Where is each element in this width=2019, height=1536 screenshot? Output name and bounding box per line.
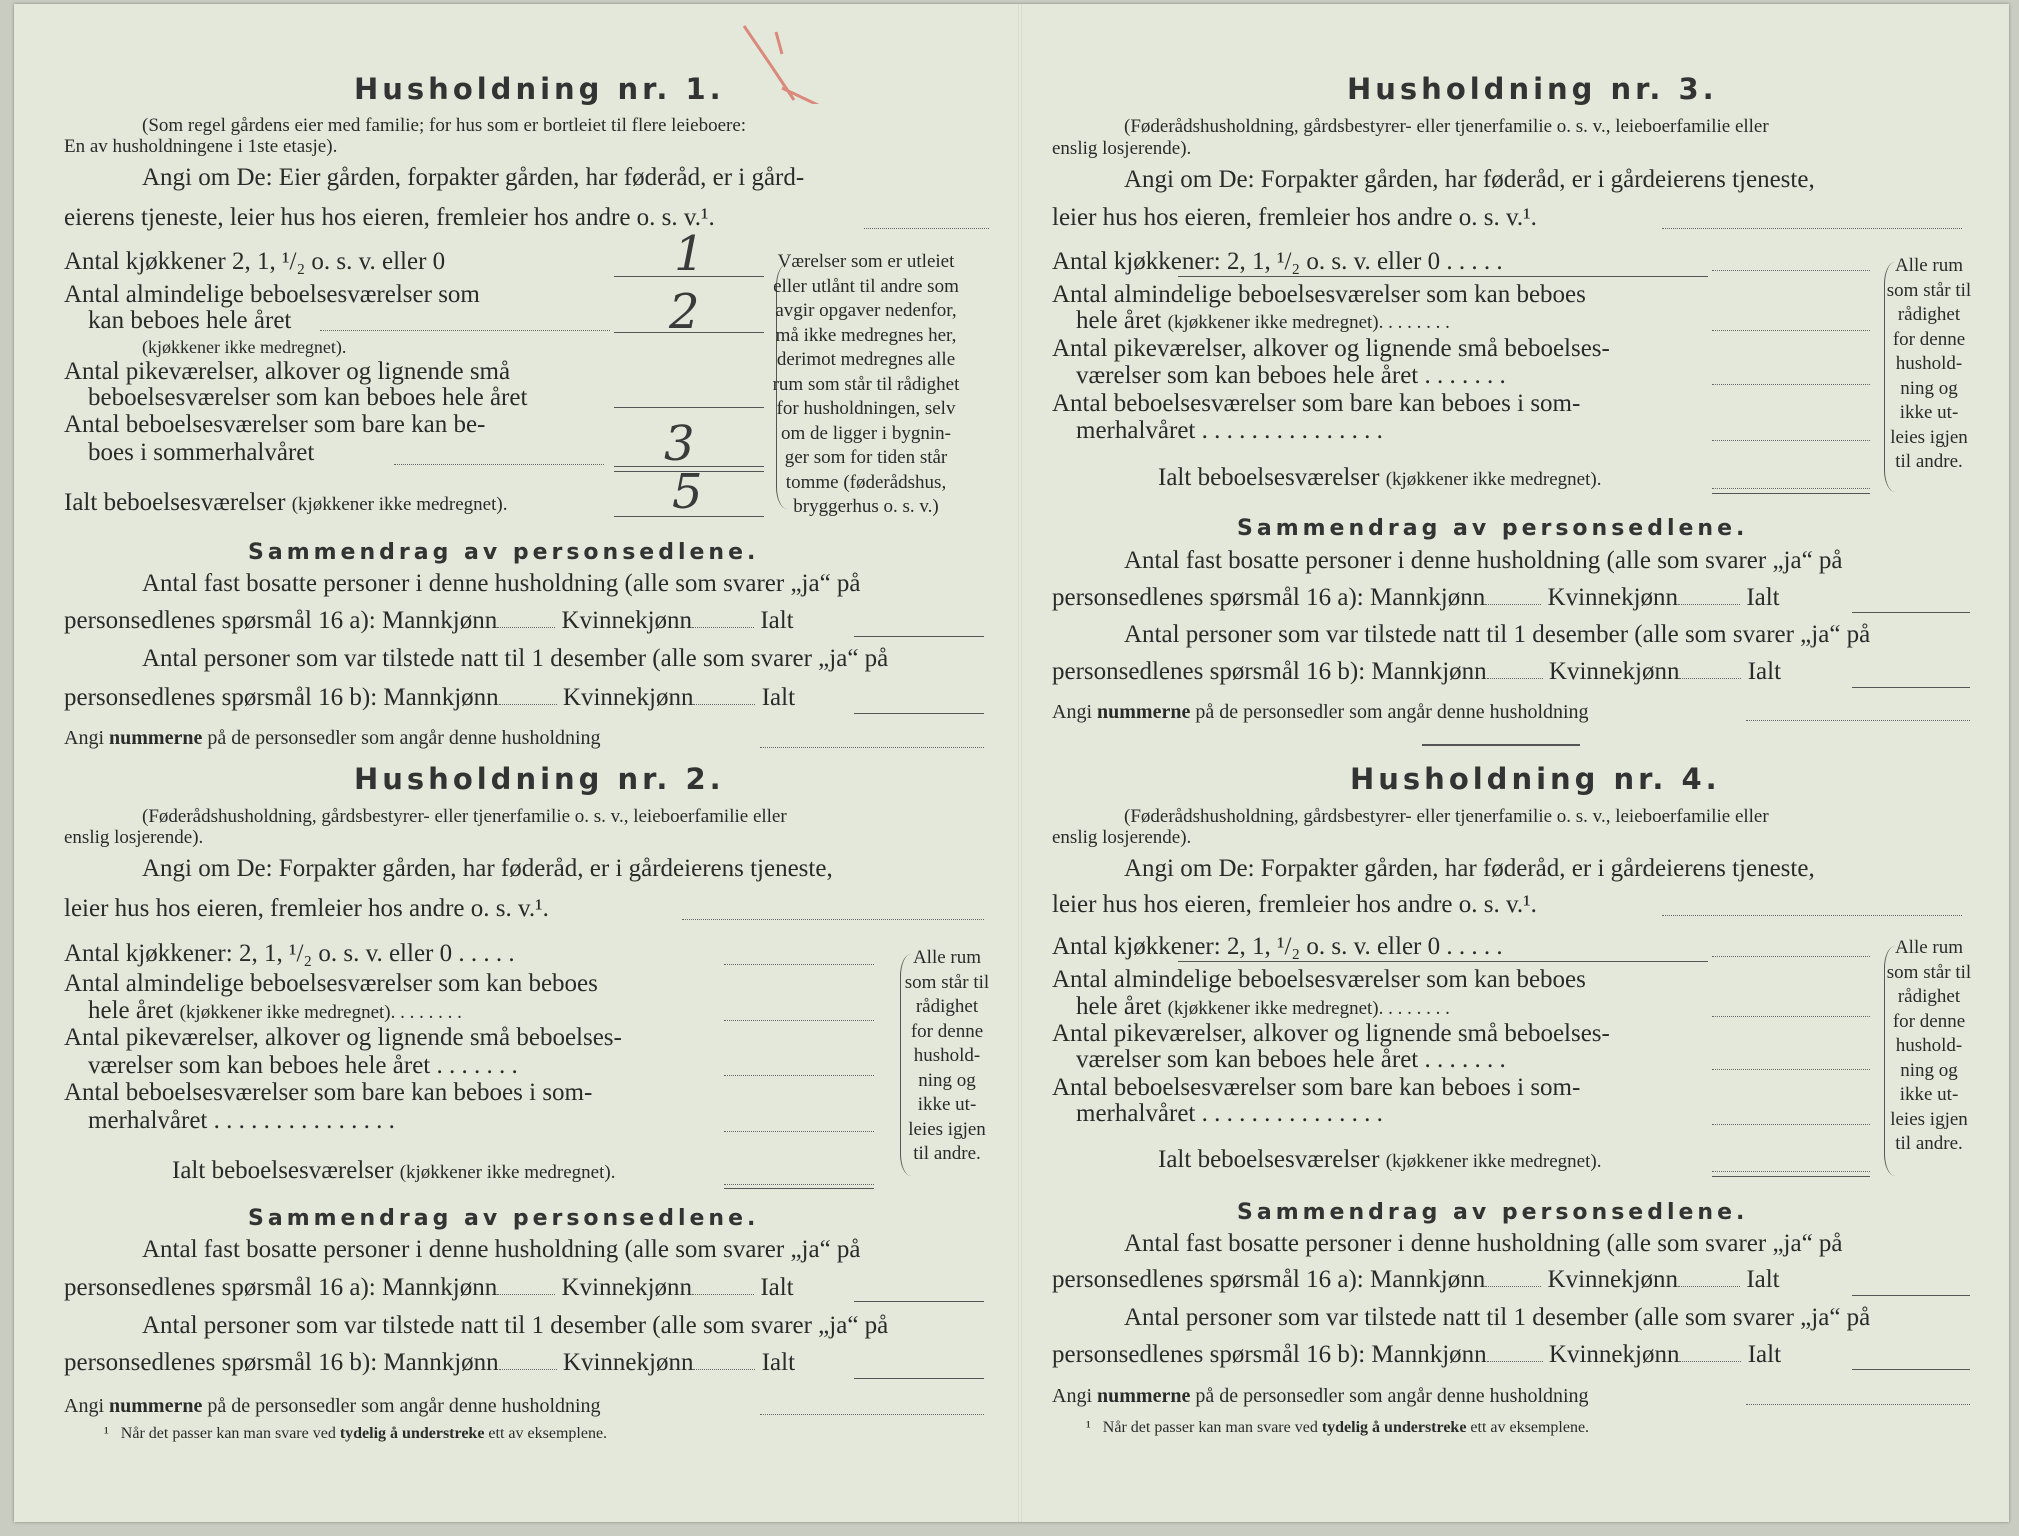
h4-maid-rooms-label-1: Antal pikeværelser, alkover og lignende små beboelses- [1052, 1020, 1610, 1047]
h1-summary-line4: personsedlenes spørsmål 16 b): Mannkjønn Kvinnekjønn Ialt [64, 684, 796, 711]
h1-kitchens-value[interactable]: 1 [674, 226, 705, 282]
h1-maid-rooms-label-2: beboelsesværelser som kan beboes hele året [88, 384, 528, 411]
household-3-title: Husholdning nr. 3. [1347, 72, 1718, 106]
h2-side-note: Alle rum som står til rådighet for denne hushold- ning og ikke ut- leies igjen til andre. [904, 947, 990, 1164]
h1-rooms-label-3: (kjøkkener ikke medregnet). [142, 337, 347, 357]
household-4-title: Husholdning nr. 4. [1350, 762, 1721, 796]
household-3-angi-line1: Angi om De: Forpakter gården, har føderåd, er i gårdeierens tjeneste, [1124, 166, 1815, 193]
h1-summer-rooms-label-1: Antal beboelsesværelser som bare kan be- [64, 411, 486, 438]
household-4-subtitle-line1: (Føderådshusholdning, gårdsbestyrer- eller tjenerfamilie o. s. v., leieboerfamilie eller [1124, 806, 1769, 827]
household-2-subtitle-line1: (Føderådshusholdning, gårdsbestyrer- eller tjenerfamilie o. s. v., leieboerfamilie eller [142, 806, 787, 827]
h2-summary-line3: Antal personer som var tilstede natt til 1 desember (alle som svarer „ja“ på [142, 1312, 889, 1339]
h4-summary-line3: Antal personer som var tilstede natt til 1 desember (alle som svarer „ja“ på [1124, 1304, 1871, 1331]
h2-maid-rooms-label-2: værelser som kan beboes hele året . . . . . . . [88, 1052, 518, 1079]
h4-summer-rooms-label-2: merhalvåret . . . . . . . . . . . . . . . [1076, 1100, 1383, 1127]
household-3-subtitle-line2: enslig losjerende). [1052, 138, 1192, 159]
h3-kitchens-label: Antal kjøkkener: 2, 1, ¹/₂ o. s. v. eller 0 . . . . . [1052, 248, 1503, 275]
h2-summary-line4: personsedlenes spørsmål 16 b): Mannkjønn Kvinnekjønn Ialt [64, 1349, 796, 1376]
census-form-sheet [14, 4, 2009, 1522]
h1-kitchens-label: Antal kjøkkener 2, 1, ¹/₂ o. s. v. eller 0 [64, 248, 446, 275]
h2-summary-line1: Antal fast bosatte personer i denne husholdning (alle som svarer „ja“ på [142, 1236, 861, 1263]
h4-summary-line1: Antal fast bosatte personer i denne husholdning (alle som svarer „ja“ på [1124, 1230, 1843, 1257]
household-4-angi-line2: leier hus hos eieren, fremleier hos andre o. s. v.¹. [1052, 891, 1537, 918]
red-check-mark [742, 24, 822, 104]
h3-summary-line3: Antal personer som var tilstede natt til 1 desember (alle som svarer „ja“ på [1124, 621, 1871, 648]
h2-kitchens-label: Antal kjøkkener: 2, 1, ¹/₂ o. s. v. eller 0 . . . . . [64, 940, 515, 967]
h1-maid-rooms-label-1: Antal pikeværelser, alkover og lignende små [64, 358, 511, 385]
h3-rooms-label-2: hele året (kjøkkener ikke medregnet). . . . . . . . [1076, 307, 1450, 334]
h1-summary-title: Sammendrag av personsedlene. [248, 540, 760, 565]
h1-rooms-value[interactable]: 2 [669, 284, 700, 340]
h2-summer-rooms-label-2: merhalvåret . . . . . . . . . . . . . . . [88, 1107, 395, 1134]
household-1-angi-line1: Angi om De: Eier gården, forpakter gården, har føderåd, er i gård- [142, 164, 805, 191]
household-1-angi-line2: eierens tjeneste, leier hus hos eieren, fremleier hos andre o. s. v.¹. [64, 204, 715, 231]
household-4-subtitle-line2: enslig losjerende). [1052, 827, 1192, 848]
h1-rooms-label-1: Antal almindelige beboelsesværelser som [64, 281, 480, 308]
h3-summary-line1: Antal fast bosatte personer i denne husholdning (alle som svarer „ja“ på [1124, 547, 1843, 574]
h1-numbers-line: Angi nummerne på de personsedler som angår denne husholdning [64, 727, 601, 749]
h2-summary-title: Sammendrag av personsedlene. [248, 1206, 760, 1231]
household-4-angi-line1: Angi om De: Forpakter gården, har føderåd, er i gårdeierens tjeneste, [1124, 855, 1815, 882]
h1-total-label: Ialt beboelsesværelser [64, 489, 286, 516]
h3-total-rooms: Ialt beboelsesværelser (kjøkkener ikke medregnet). [1158, 464, 1602, 491]
household-2-angi-line1: Angi om De: Forpakter gården, har føderåd, er i gårdeierens tjeneste, [142, 855, 833, 882]
h1-side-note: Værelser som er utleiet eller utlånt til andre som avgir opgaver nedenfor, må ikke medregnes her, derimot medregnes alle rum som står til rådighet for husholdningen, selv om de ligger i bygnin- ger som for tiden står tomme (føderådshus, bryggerhus o. s. v.) [772, 251, 960, 517]
h1-summer-rooms-label-2: boes i sommerhalvåret [88, 439, 315, 466]
household-3-subtitle-line1: (Føderådshusholdning, gårdsbestyrer- eller tjenerfamilie o. s. v., leieboerfamilie eller [1124, 116, 1769, 137]
footnote-right: ¹ Når det passer kan man svare ved tydelig å understreke ett av eksemplene. [1086, 1419, 1590, 1436]
section-divider [1422, 744, 1580, 746]
h4-total-rooms: Ialt beboelsesværelser (kjøkkener ikke medregnet). [1158, 1146, 1602, 1173]
h1-summary-line2: personsedlenes spørsmål 16 a): Mannkjønn Kvinnekjønn Ialt [64, 607, 794, 634]
h3-numbers-line: Angi nummerne på de personsedler som angår denne husholdning [1052, 701, 1589, 723]
h4-rooms-label-1: Antal almindelige beboelsesværelser som kan beboes [1052, 966, 1586, 993]
household-2-angi-line2: leier hus hos eieren, fremleier hos andre o. s. v.¹. [64, 895, 549, 922]
h4-summary-line4: personsedlenes spørsmål 16 b): Mannkjønn Kvinnekjønn Ialt [1052, 1341, 1782, 1368]
h2-numbers-line: Angi nummerne på de personsedler som angår denne husholdning [64, 1395, 601, 1417]
h3-maid-rooms-label-2: værelser som kan beboes hele året . . . . . . . [1076, 362, 1506, 389]
h4-kitchens-label: Antal kjøkkener: 2, 1, ¹/₂ o. s. v. eller 0 . . . . . [1052, 933, 1503, 960]
h2-rooms-label-2: hele året (kjøkkener ikke medregnet). . . . . . . . [88, 997, 462, 1024]
household-2-title: Husholdning nr. 2. [354, 762, 725, 796]
household-2-subtitle-line2: enslig losjerende). [64, 827, 204, 848]
h2-summer-rooms-label-1: Antal beboelsesværelser som bare kan beboes i som- [64, 1079, 593, 1106]
household-1-subtitle-line1: (Som regel gårdens eier med familie; for hus som er bortleiet til flere leieboere: [142, 115, 747, 136]
h4-summer-rooms-label-1: Antal beboelsesværelser som bare kan beboes i som- [1052, 1074, 1581, 1101]
h3-summary-line4: personsedlenes spørsmål 16 b): Mannkjønn Kvinnekjønn Ialt [1052, 658, 1782, 685]
h4-summary-title: Sammendrag av personsedlene. [1237, 1200, 1749, 1225]
h3-maid-rooms-label-1: Antal pikeværelser, alkover og lignende små beboelses- [1052, 335, 1610, 362]
h1-total-note: (kjøkkener ikke medregnet). [291, 494, 508, 515]
h4-numbers-line: Angi nummerne på de personsedler som angår denne husholdning [1052, 1385, 1589, 1407]
h1-total-value[interactable]: 5 [672, 464, 703, 520]
page-fold [1018, 4, 1022, 1522]
h2-total-rooms: Ialt beboelsesværelser (kjøkkener ikke medregnet). [172, 1157, 616, 1184]
h4-summary-line2: personsedlenes spørsmål 16 a): Mannkjønn Kvinnekjønn Ialt [1052, 1266, 1780, 1293]
h1-total-rooms [64, 489, 507, 517]
h2-rooms-label-1: Antal almindelige beboelsesværelser som kan beboes [64, 970, 598, 997]
h3-summer-rooms-label-2: merhalvåret . . . . . . . . . . . . . . . [1076, 417, 1383, 444]
h2-summary-line2: personsedlenes spørsmål 16 a): Mannkjønn Kvinnekjønn Ialt [64, 1274, 794, 1301]
household-1-subtitle-line2: En av husholdningene i 1ste etasje). [64, 136, 338, 157]
h4-maid-rooms-label-2: værelser som kan beboes hele året . . . . . . . [1076, 1046, 1506, 1073]
h3-side-note: Alle rum som står til rådighet for denne hushold- ning og ikke ut- leies igjen til andre. [1886, 255, 1972, 472]
footnote-left: ¹ Når det passer kan man svare ved tydelig å understreke ett av eksemplene. [104, 1425, 608, 1442]
h4-side-note: Alle rum som står til rådighet for denne hushold- ning og ikke ut- leies igjen til andre. [1886, 937, 1972, 1154]
h1-summary-line1: Antal fast bosatte personer i denne husholdning (alle som svarer „ja“ på [142, 570, 861, 597]
h3-summer-rooms-label-1: Antal beboelsesværelser som bare kan beboes i som- [1052, 390, 1581, 417]
household-1-title: Husholdning nr. 1. [354, 72, 725, 106]
h2-maid-rooms-label-1: Antal pikeværelser, alkover og lignende små beboelses- [64, 1024, 622, 1051]
h1-rooms-label-2: kan beboes hele året [88, 307, 292, 334]
household-3-angi-line2: leier hus hos eieren, fremleier hos andre o. s. v.¹. [1052, 204, 1537, 231]
h3-summary-title: Sammendrag av personsedlene. [1237, 516, 1749, 541]
h3-summary-line2: personsedlenes spørsmål 16 a): Mannkjønn Kvinnekjønn Ialt [1052, 584, 1780, 611]
h3-rooms-label-1: Antal almindelige beboelsesværelser som kan beboes [1052, 281, 1586, 308]
h4-rooms-label-2: hele året (kjøkkener ikke medregnet). . . . . . . . [1076, 993, 1450, 1020]
h1-summer-rooms-value[interactable]: 3 [664, 416, 695, 472]
h1-summary-line3: Antal personer som var tilstede natt til 1 desember (alle som svarer „ja“ på [142, 645, 889, 672]
